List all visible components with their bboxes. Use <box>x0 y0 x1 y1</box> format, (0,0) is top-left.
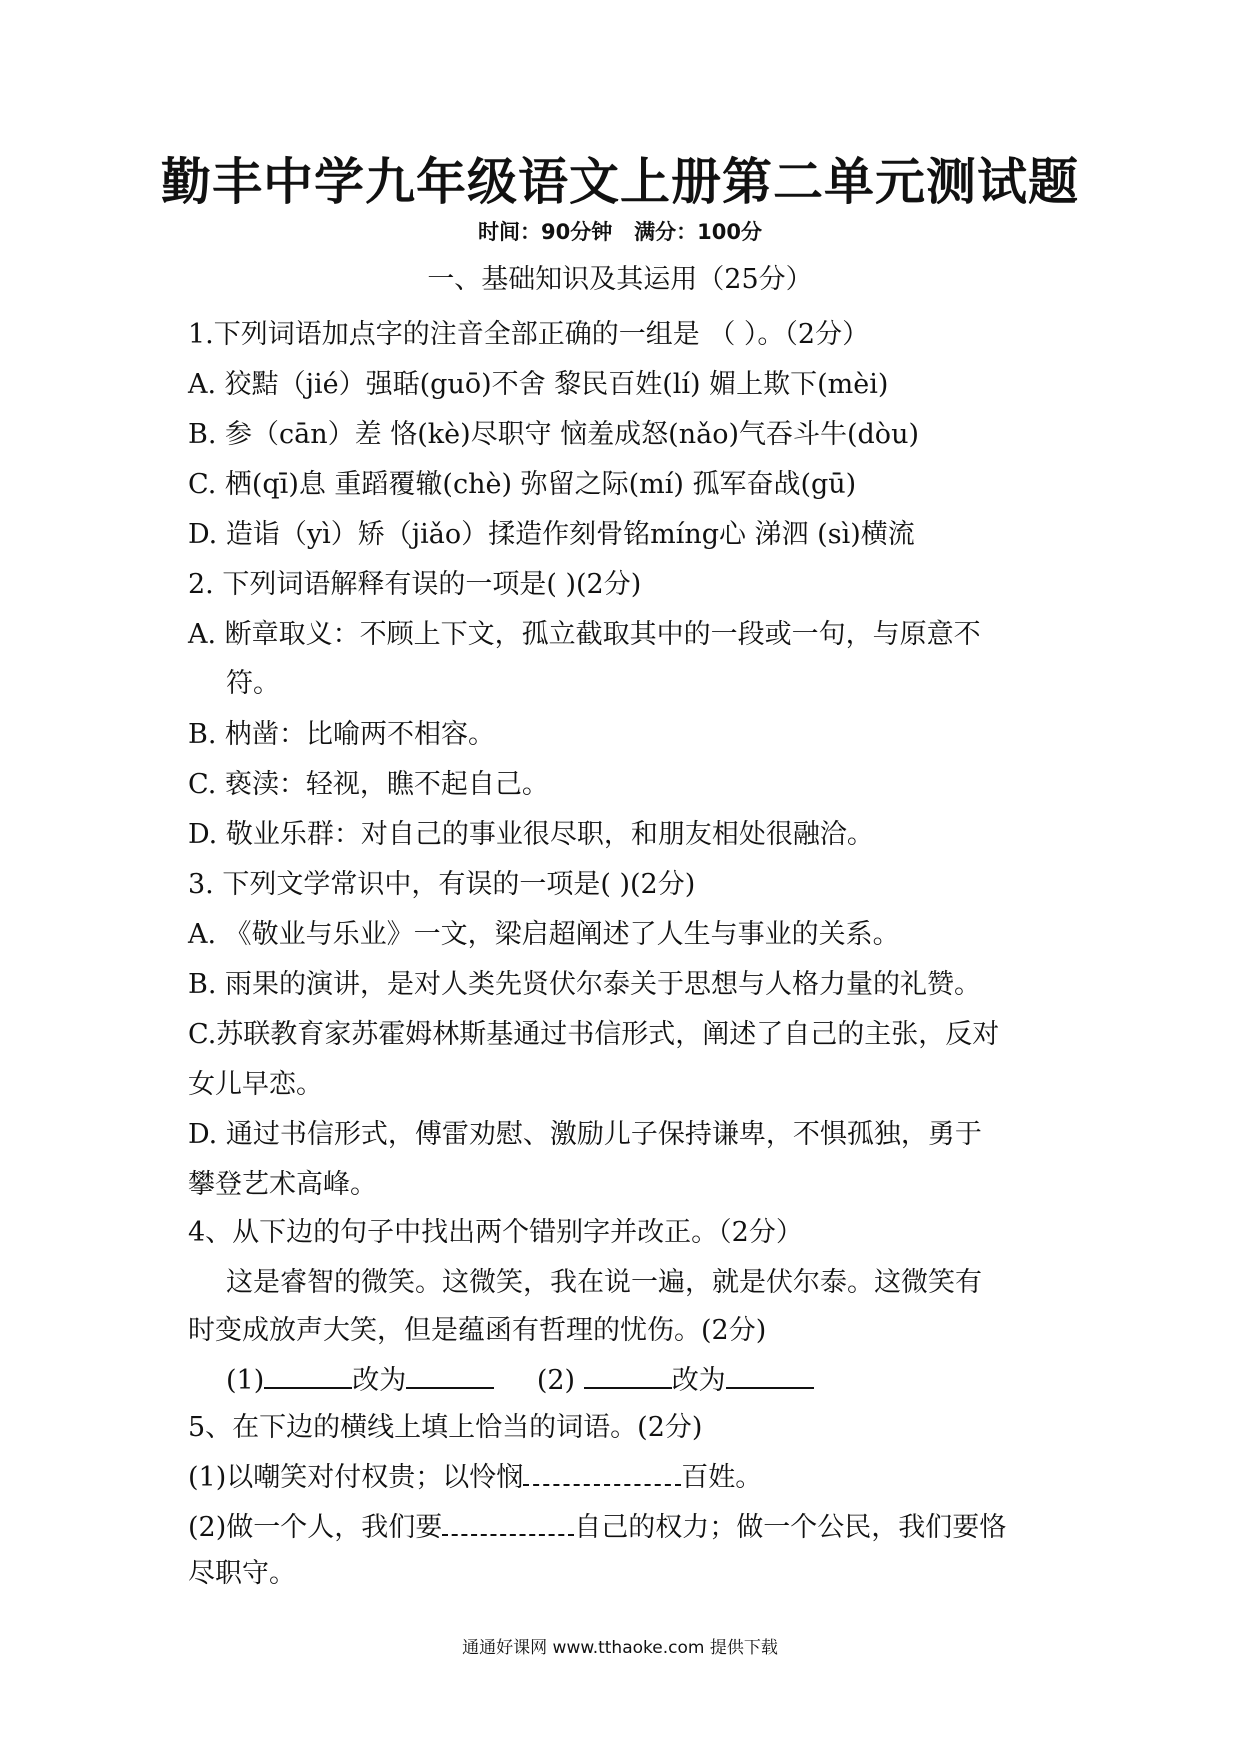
answer-2-correct-char-blank[interactable] <box>726 1361 814 1389</box>
question-1-option-c: C. 栖(qī)息 重蹈覆辙(chè) 弥留之际(mí) 孤军奋战(gū) <box>188 469 857 500</box>
answer-1-correct-char-blank[interactable] <box>406 1361 494 1389</box>
question-3-option-c: C.苏联教育家苏霍姆林斯基通过书信形式，阐述了自己的主张，反对 <box>188 1019 1000 1050</box>
footer-source: 通通好课网 www.tthaoke.com 提供下载 <box>462 1638 778 1658</box>
question-1-option-d: D. 造诣（yì）矫（jiǎo）揉造作刻骨铭míng心 涕泗 (sì)横流 <box>188 519 915 550</box>
question-4-stem: 4、从下边的句子中找出两个错别字并改正。（2分） <box>188 1217 803 1248</box>
question-3-option-b: B. 雨果的演讲，是对人类先贤伏尔泰关于思想与人格力量的礼赞。 <box>188 969 982 1000</box>
question-2-option-a: A. 断章取义：不顾上下文，孤立截取其中的一段或一句，与原意不 <box>188 619 981 650</box>
question-2-stem: 2. 下列词语解释有误的一项是( )(2分) <box>188 569 642 600</box>
question-5-stem: 5、在下边的横线上填上恰当的词语。(2分) <box>188 1412 703 1443</box>
question-2-option-c: C. 亵渎：轻视，瞧不起自己。 <box>188 769 549 800</box>
answer-1-change-label: 改为 <box>352 1365 407 1396</box>
question-4-passage-line-2: 时变成放声大笑，但是蕴函有哲理的忧伤。(2分) <box>188 1315 767 1346</box>
question-5-item-1-prefix: (1)以嘲笑对付权贵；以怜悯 <box>188 1462 524 1493</box>
question-3-option-c-cont: 女儿早恋。 <box>188 1069 323 1100</box>
question-2-option-b: B. 枘凿：比喻两不相容。 <box>188 719 496 750</box>
question-4-passage-line-1: 这是睿智的微笑。这微笑，我在说一遍，就是伏尔泰。这微笑有 <box>226 1267 982 1298</box>
question-5-item-1 <box>188 1458 1068 1496</box>
question-3-option-a: A. 《敬业与乐业》一文，梁启超阐述了人生与事业的关系。 <box>188 919 900 950</box>
answer-1-label: (1) <box>226 1365 265 1396</box>
question-3-stem: 3. 下列文学常识中，有误的一项是( )(2分) <box>188 869 696 900</box>
page-title: 勤丰中学九年级语文上册第二单元测试题 <box>161 153 1079 211</box>
question-5-item-2-suffix: 自己的权力；做一个公民，我们要恪 <box>574 1512 1007 1543</box>
section-heading: 一、基础知识及其运用（25分） <box>427 264 813 295</box>
question-5-item-2-prefix: (2)做一个人，我们要 <box>188 1512 443 1543</box>
question-1-option-a: A. 狡黠（jié）强聒(guō)不舍 黎民百姓(lí) 媚上欺下(mèi) <box>188 369 889 400</box>
question-1-stem: 1.下列词语加点字的注音全部正确的一组是 （ ）。（2分） <box>188 319 870 350</box>
question-4-answer-row <box>226 1361 1106 1399</box>
question-5-item-1-suffix: 百姓。 <box>681 1462 763 1493</box>
exam-time-score: 时间：90分钟 满分：100分 <box>478 220 762 244</box>
answer-2-change-label: 改为 <box>671 1365 726 1396</box>
question-5-item-2-cont: 尽职守。 <box>188 1558 296 1589</box>
question-5-item-2 <box>188 1508 1068 1546</box>
question-1-option-b: B. 参（cān）差 恪(kè)尽职守 恼羞成怒(nǎo)气吞斗牛(dòu) <box>188 419 919 450</box>
question-5-item-2-blank[interactable] <box>442 1508 574 1536</box>
answer-2-label: (2) <box>536 1365 576 1396</box>
question-2-option-d: D. 敬业乐群：对自己的事业很尽职，和朋友相处很融洽。 <box>188 819 874 850</box>
question-2-option-a-cont: 符。 <box>226 668 280 699</box>
question-5-item-1-blank[interactable] <box>523 1458 681 1486</box>
question-3-option-d-cont: 攀登艺术高峰。 <box>188 1169 377 1200</box>
answer-2-wrong-char-blank[interactable] <box>584 1361 672 1389</box>
answer-1-wrong-char-blank[interactable] <box>264 1361 352 1389</box>
question-3-option-d: D. 通过书信形式，傅雷劝慰、激励儿子保持谦卑，不惧孤独，勇于 <box>188 1119 982 1150</box>
